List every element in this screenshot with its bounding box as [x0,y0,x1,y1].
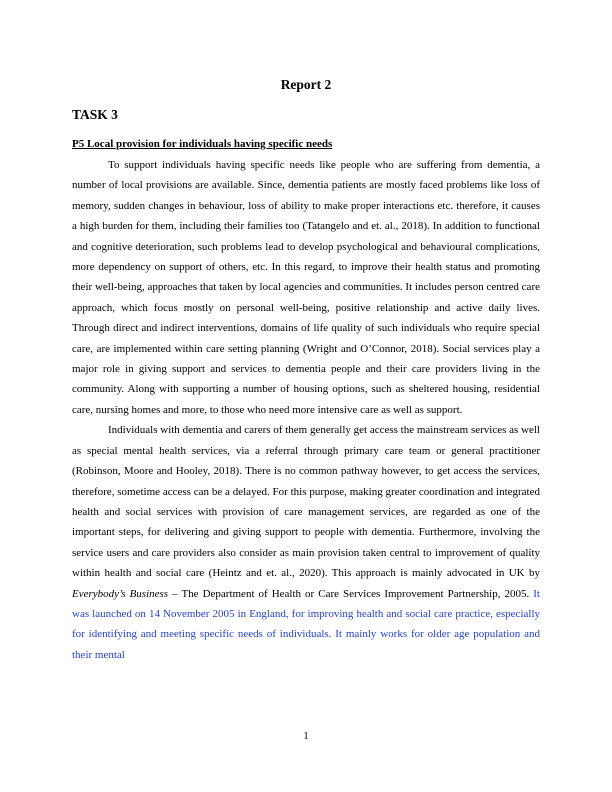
paragraph-1: To support individuals having specific needs like people who are suffering from dementia, a number of local provisions are available. Since, dementia patients are mostly faced problems like loss of memory, sudden changes in behaviour, loss of ability to make proper interactions etc. therefore, it causes a high burden for them, including their families too (Tatangelo and et. al., 2018). In addition to functional and cognitive deterioration, such problems lead to develop psychological and behavioural complications, more dependency on support of others, etc. In this regard, to improve their health status and promoting their well-being, approaches that taken by local agencies and communities. It includes person centred care approach, which focus mostly on personal well-being, positive relationship and active daily lives. Through direct and indirect interventions, domains of life quality of such individuals who require special care, are implemented within care setting planning (Wright and O’Connor, 2018). Social services play a major role in giving support and services to dementia people and their care providers living in the community. Along with supporting a number of housing options, such as sheltered housing, residential care, nursing homes and more, to those who need more intensive care as well as support. [72,159,540,416]
task-heading: TASK 3 [72,107,118,122]
page-number: 1 [303,730,309,742]
paragraph-2-text: Individuals with dementia and carers of them generally get access the mainstream services as well as special mental health services, via a referral through primary care team or general practitioner (Robinson, Moore and Hooley, 2018). There is no common pathway however, to get access the services, therefore, sometime access can be a delayed. For this purpose, making greater coordination and integrated health and social services with provision of care management services, are regarded as one of the important steps, for delivering and giving support to people with dementia. Furthermore, involving the service users and care providers also consider as main provision taken central to improvement of quality within health and social care (Heintz and et. al., 2020). This approach is mainly advocated in UK by [72,424,540,580]
paragraph-2-continuation: – The Department of Health or Care Services Improvement Partnership, 2005. [168,587,534,600]
section-heading: P5 Local provision for individuals having specific needs [72,138,333,150]
publication-title: Everybody’s Business [72,587,169,600]
paragraph-2 [72,420,540,665]
highlighted-text: It was launched on 14 November 2005 in England, for improving health and social care practice, especially for identifying and meeting specific needs of individuals. It mainly works for older age population and their mental [72,587,540,661]
body-text [72,155,540,665]
report-title: Report 2 [280,77,332,92]
